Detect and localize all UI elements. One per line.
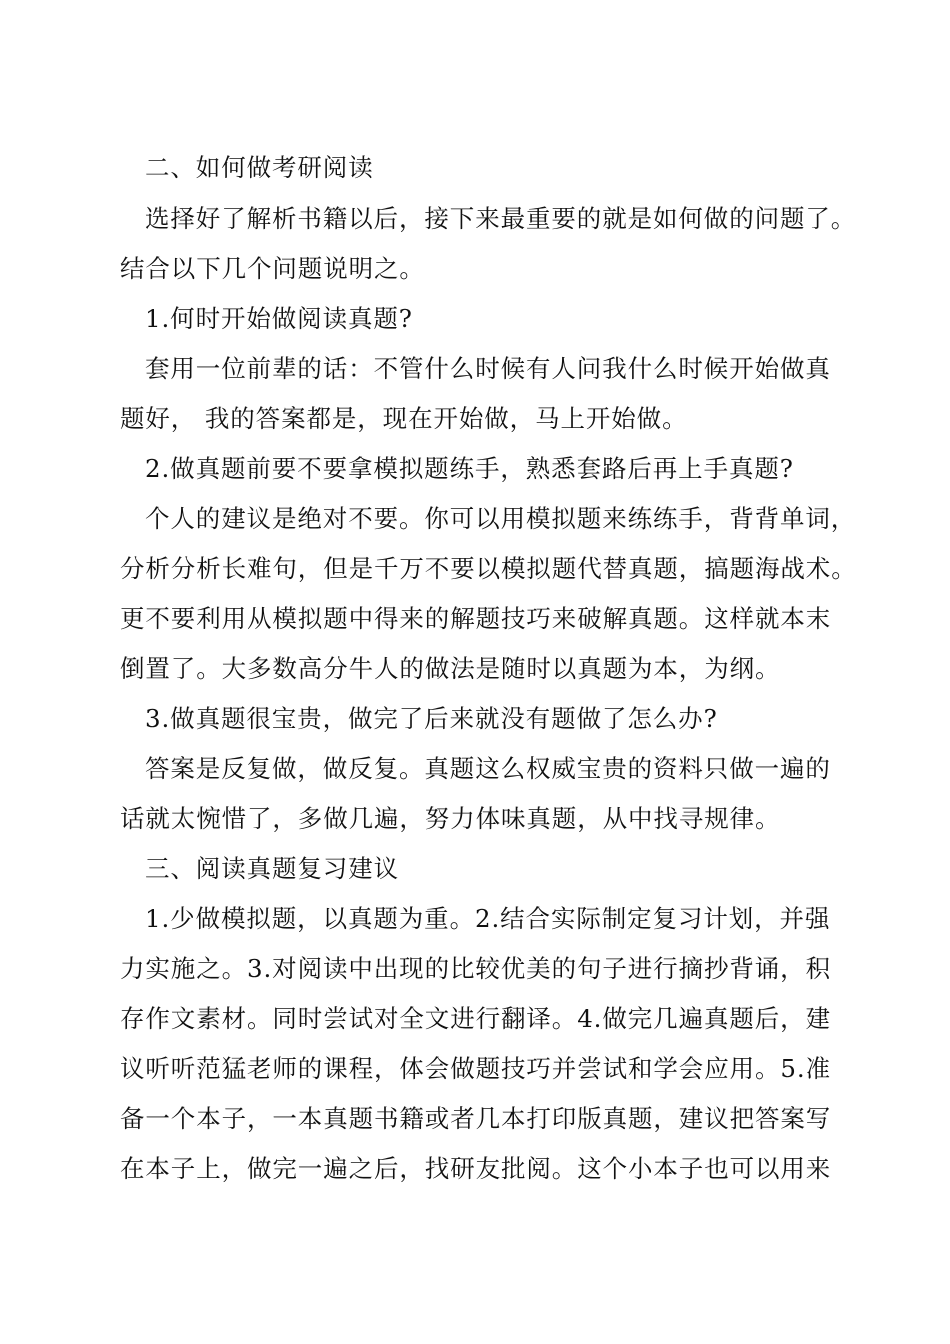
paragraph-line: 在本子上，做完一遍之后，找研友批阅。这个小本子也可以用来 [120, 1154, 832, 1183]
paragraph-line: 更不要利用从模拟题中得来的解题技巧来破解真题。这样就本末 [120, 604, 832, 633]
question-heading-1: 1.何时开始做阅读真题? [145, 304, 413, 333]
paragraph-line: 议听听范猛老师的课程，体会做题技巧并尝试和学会应用。5.准 [120, 1054, 831, 1083]
section-heading-3: 三、阅读真题复习建议 [145, 854, 399, 883]
paragraph-line: 题好， 我的答案都是，现在开始做，马上开始做。 [120, 404, 688, 433]
paragraph-line: 个人的建议是绝对不要。你可以用模拟题来练练手，背背单词， [145, 504, 857, 533]
paragraph-line: 分析分析长难句，但是千万不要以模拟题代替真题，搞题海战术。 [120, 554, 857, 583]
paragraph-line: 力实施之。3.对阅读中出现的比较优美的句子进行摘抄背诵，积 [120, 954, 831, 983]
section-heading-2: 二、如何做考研阅读 [145, 153, 374, 182]
paragraph-line: 套用一位前辈的话：不管什么时候有人问我什么时候开始做真 [145, 354, 831, 383]
question-heading-3: 3.做真题很宝贵，做完了后来就没有题做了怎么办? [145, 704, 718, 733]
paragraph-line: 答案是反复做，做反复。真题这么权威宝贵的资料只做一遍的 [145, 754, 831, 783]
paragraph-line: 存作文素材。同时尝试对全文进行翻译。4.做完几遍真题后，建 [120, 1004, 831, 1033]
paragraph-line: 备一个本子，一本真题书籍或者几本打印版真题，建议把答案写 [120, 1104, 832, 1133]
paragraph-line: 话就太惋惜了，多做几遍，努力体味真题，从中找寻规律。 [120, 804, 781, 833]
paragraph-line: 选择好了解析书籍以后，接下来最重要的就是如何做的问题了。 [145, 204, 857, 233]
paragraph-line: 倒置了。大多数高分牛人的做法是随时以真题为本，为纲。 [120, 654, 781, 683]
question-heading-2: 2.做真题前要不要拿模拟题练手，熟悉套路后再上手真题? [145, 454, 794, 483]
paragraph-line: 1.少做模拟题，以真题为重。2.结合实际制定复习计划，并强 [145, 904, 831, 933]
paragraph-line: 结合以下几个问题说明之。 [120, 254, 425, 283]
